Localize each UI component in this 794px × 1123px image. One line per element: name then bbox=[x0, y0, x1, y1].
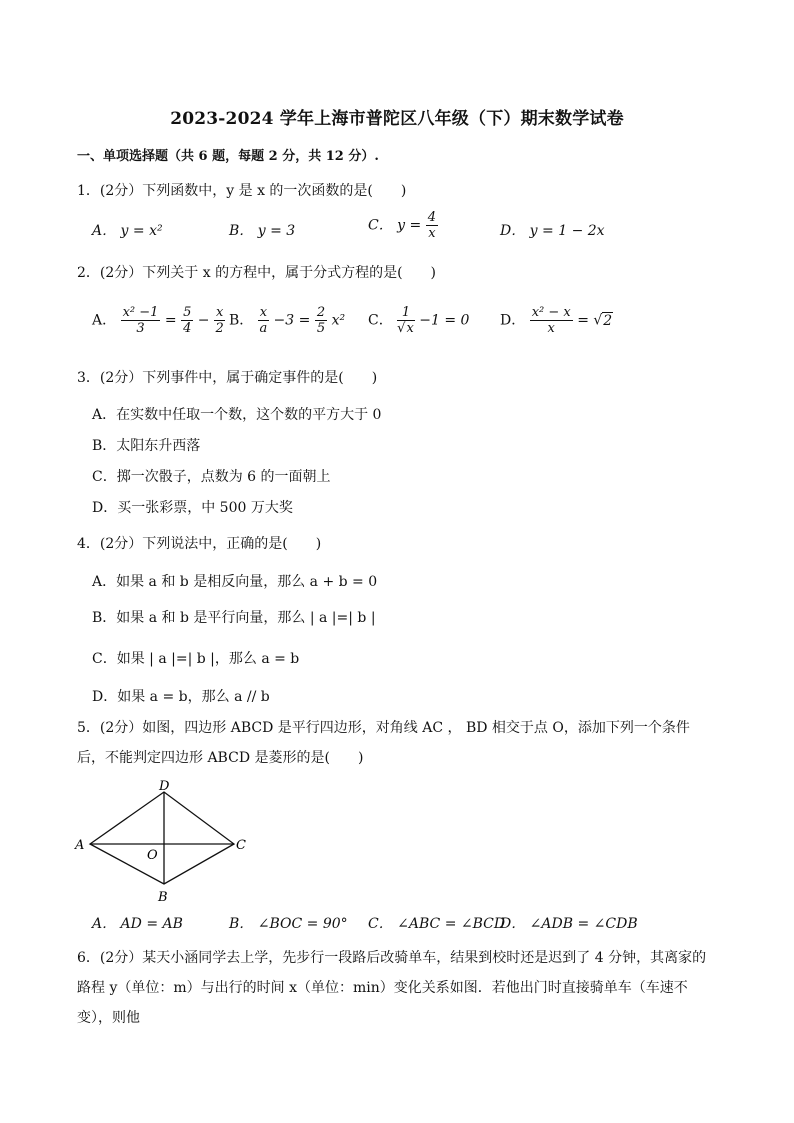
q2-a-num3: x bbox=[215, 305, 224, 320]
section-heading: 一、单项选择题（共 6 题，每题 2 分，共 12 分）. bbox=[77, 149, 379, 164]
label-d: D bbox=[159, 780, 170, 794]
q2-option-a bbox=[92, 305, 225, 336]
q2-a-den1: 3 bbox=[136, 321, 145, 336]
q2-b-den2: 5 bbox=[316, 321, 326, 336]
label-b: B bbox=[158, 890, 168, 905]
question-5-stem: 5．(2分）如图，四边形 ABCD 是平行四边形，对角线 AC ， BD 相交于点 O，添加下列一个条件后，不能判定四边形 ABCD 是菱形的是( ) bbox=[77, 720, 690, 766]
q2-option-d: D． $\frac{\text{x² − x}}{x}$ = √2 bbox=[500, 305, 613, 336]
q5-option-c: C． ∠ABC = ∠BCD bbox=[368, 916, 506, 932]
q1-c-numerator: 4 bbox=[427, 210, 436, 225]
q2-c-num: 1 bbox=[397, 305, 415, 321]
q2-b-tail: x² bbox=[331, 312, 346, 329]
q4-option-d: D．如果 a = b，那么 a // b bbox=[92, 689, 270, 705]
label-o: O bbox=[147, 848, 158, 863]
q4-option-b: B．如果 a 和 b 是平行向量，那么 | a |=| b | bbox=[92, 610, 376, 626]
q1-option-c bbox=[368, 210, 438, 241]
question-2-stem: 2．(2分）下列关于 x 的方程中，属于分式方程的是( ) bbox=[77, 265, 436, 281]
q2-b-num1: x bbox=[259, 305, 268, 320]
q2-option-c: C． $\frac{1}{√x}$ −1 = 0 bbox=[368, 305, 470, 336]
q5-option-b: B． ∠BOC = 90° bbox=[229, 916, 348, 932]
q3-option-d: D．买一张彩票，中 500 万大奖 bbox=[92, 500, 293, 516]
question-4-stem: 4．(2分）下列说法中，正确的是( ) bbox=[77, 536, 322, 552]
q2-d-sqrt: 2 bbox=[603, 312, 613, 329]
q2-a-num2: 5 bbox=[183, 305, 192, 320]
q1-option-b: B． y = 3 bbox=[229, 223, 296, 239]
q4-option-a: A．如果 a 和 b 是相反向量，那么 a + b = 0 bbox=[92, 574, 378, 590]
label-a: A bbox=[75, 838, 85, 853]
q5-option-d: D． ∠ADB = ∠CDB bbox=[500, 916, 638, 932]
q2-d-prefix: D． bbox=[500, 312, 526, 329]
rhombus-outline bbox=[90, 792, 234, 884]
q2-b-den1: a bbox=[259, 321, 268, 336]
q1-option-a: A． y = x² bbox=[92, 223, 163, 239]
q2-b-mid: −3 = bbox=[273, 312, 311, 329]
q5-option-a: A． AD = AB bbox=[92, 916, 183, 932]
q1-option-c-prefix: C． y = bbox=[368, 217, 422, 234]
q2-a-eq: = bbox=[164, 312, 177, 329]
q3-option-c: C．掷一次骰子，点数为 6 的一面朝上 bbox=[92, 469, 331, 485]
q1-c-denominator: x bbox=[428, 226, 436, 241]
q2-option-b bbox=[229, 305, 345, 336]
q3-option-a: A．在实数中任取一个数，这个数的平方大于 0 bbox=[92, 407, 382, 423]
question-6-stem: 6．(2分）某天小涵同学去上学，先步行一段路后改骑单车，结果到校时还是迟到了 4 分钟，其离家的路程 y（单位：m）与出行的时间 x（单位：min）变化关系如图．若他出门时直接骑单车（车速不变），则他 bbox=[77, 950, 707, 1026]
q2-c-den: x bbox=[406, 321, 414, 336]
q2-a-prefix: A． bbox=[92, 312, 117, 329]
q1-option-d: D． y = 1 − 2x bbox=[500, 223, 605, 239]
question-1-stem: 1．(2分）下列函数中，y 是 x 的一次函数的是( ) bbox=[77, 183, 407, 199]
q2-d-tail: = bbox=[577, 312, 589, 329]
q2-d-den: x bbox=[547, 321, 555, 336]
q2-a-den3: 2 bbox=[215, 321, 224, 336]
q2-b-num2: 2 bbox=[316, 305, 326, 320]
question-3-stem: 3．(2分）下列事件中，属于确定事件的是( ) bbox=[77, 370, 378, 386]
q2-a-den2: 4 bbox=[183, 321, 192, 336]
q4-option-c: C．如果 | a |=| b |，那么 a = b bbox=[92, 651, 300, 667]
q2-d-num: x² − x bbox=[531, 305, 571, 320]
q2-c-tail: −1 = 0 bbox=[419, 312, 470, 329]
page-title: 2023-2024 学年上海市普陀区八年级（下）期末数学试卷 bbox=[170, 109, 624, 129]
rhombus-diagram bbox=[72, 780, 262, 908]
q3-option-b: B．太阳东升西落 bbox=[92, 438, 201, 454]
q2-a-num1: x² −1 bbox=[122, 305, 159, 320]
q2-a-minus: − bbox=[197, 312, 210, 329]
label-c: C bbox=[236, 838, 246, 853]
q2-b-prefix: B． bbox=[229, 312, 254, 329]
q2-c-prefix: C． bbox=[368, 312, 393, 329]
